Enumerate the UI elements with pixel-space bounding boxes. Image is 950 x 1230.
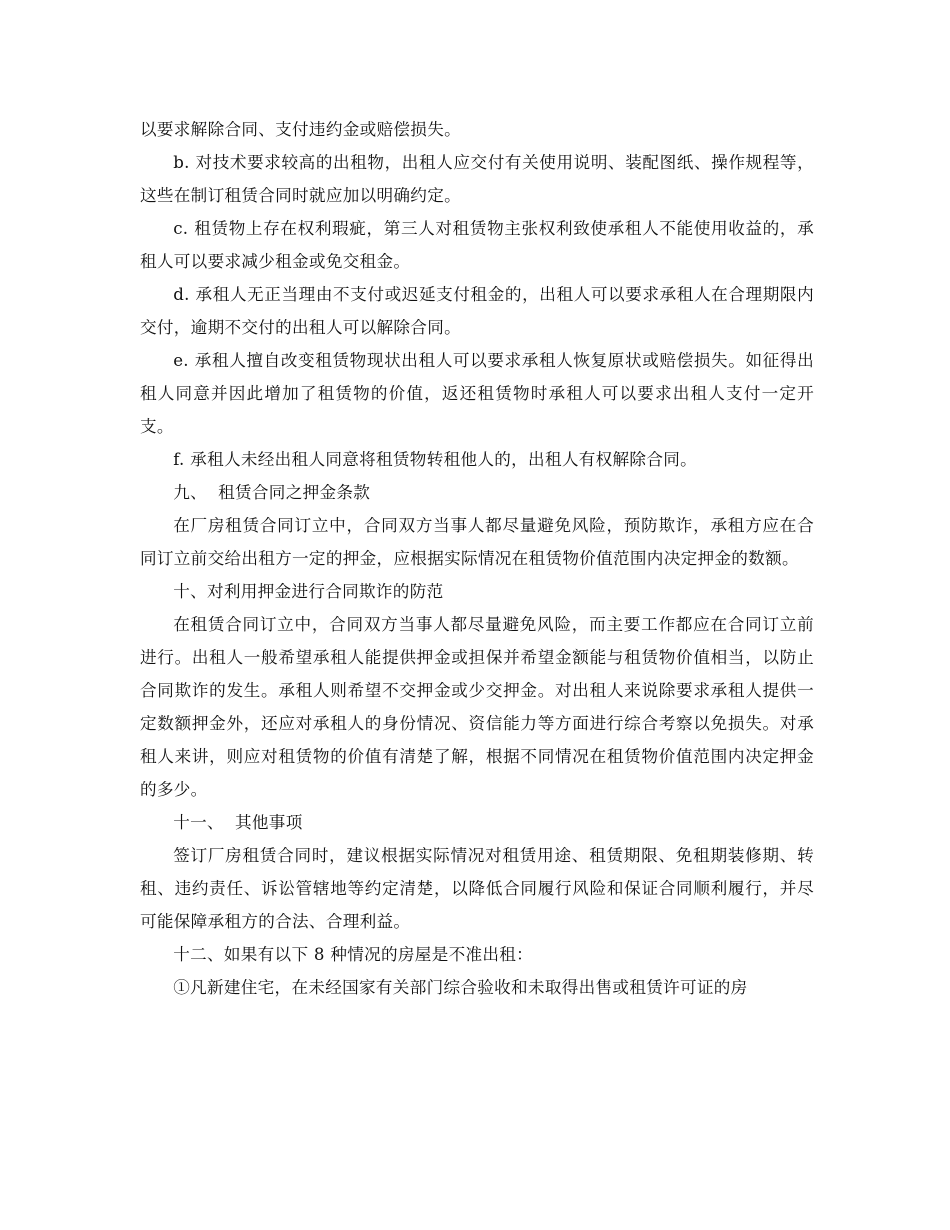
section-heading-9: 九、 租赁合同之押金条款 [173,483,371,502]
paragraph-deposit-clause: 在厂房租赁合同订立中，合同双方当事人都尽量避免风险，预防欺诈，承租方应在合同订立前交给出租方一定的押金，应根据实际情况在租赁物价值范围内决定押金的数额。 [140,516,814,568]
document-body [140,113,814,1004]
paragraph-other-matters: 签订厂房租赁合同时，建议根据实际情况对租赁用途、租赁期限、免租期装修期、转租、违约责任、诉讼管辖地等约定清楚，以降低合同履行风险和保证合同顺利履行，并尽可能保障承租方的合法、合理利益。 [140,846,814,931]
paragraph-item-f: f. 承租人未经出租人同意将租赁物转租他人的，出租人有权解除合同。 [173,450,697,469]
paragraph-item-c: c. 租赁物上存在权利瑕疵，第三人对租赁物主张权利致使承租人不能使用收益的，承租人可以要求减少租金或免交租金。 [140,219,814,271]
paragraph-deposit-fraud-prevention: 在租赁合同订立中，合同双方当事人都尽量避免风险，而主要工作都应在合同订立前进行。出租人一般希望承租人能提供押金或担保并希望金额能与租赁物价值相当，以防止合同欺诈的发生。承租人则希望不交押金或少交押金。对出租人来说除要求承租人提供一定数额押金外，还应对承租人的身份情况、资信能力等方面进行综合考察以免损失。对承租人来讲，则应对租赁物的价值有清楚了解，根据不同情况在租赁物价值范围内决定押金的多少。 [140,615,814,799]
paragraph-item-d: d. 承租人无正当理由不支付或迟延支付租金的，出租人可以要求承租人在合理期限内交付，逾期不交付的出租人可以解除合同。 [140,285,814,337]
paragraph-continuation: 以要求解除合同、支付违约金或赔偿损失。 [140,120,461,139]
section-heading-12: 十二、如果有以下 8 种情况的房屋是不准出租： [173,945,534,964]
paragraph-item-b: b. 对技术要求较高的出租物，出租人应交付有关使用说明、装配图纸、操作规程等，这些在制订租赁合同时就应加以明确约定。 [140,153,814,205]
paragraph-item-1: ①凡新建住宅，在未经国家有关部门综合验收和未取得出售或租赁许可证的房 [173,978,748,997]
section-heading-11: 十一、 其他事项 [173,813,303,832]
section-heading-10: 十、对利用押金进行合同欺诈的防范 [173,582,444,601]
paragraph-item-e: e. 承租人擅自改变租赁物现状出租人可以要求承租人恢复原状或赔偿损失。如征得出租人同意并因此增加了租赁物的价值，返还租赁物时承租人可以要求出租人支付一定开支。 [140,351,814,436]
